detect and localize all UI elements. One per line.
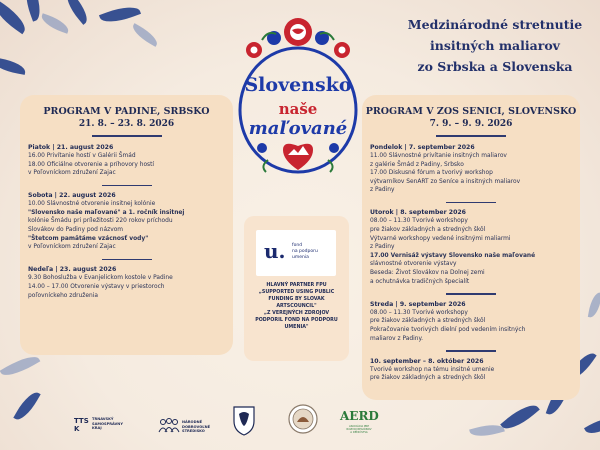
partner-line: HLAVNÝ PARTNER FPU	[266, 283, 327, 288]
aerd-logo	[340, 406, 378, 436]
fpu-logo	[256, 230, 336, 276]
schedule-line: Výtvarné workshopy vedené insitnými maliarmi	[370, 235, 511, 242]
schedule-day	[362, 300, 580, 343]
emblem-line-3: maľované	[248, 118, 348, 139]
day-title: Utorok | 8. september 2026	[370, 209, 466, 217]
schedule-line: 08.00 – 11.30 Tvorivé workshopy	[370, 309, 468, 316]
schedule-line: Beseda: Život Slovákov na Dolnej zemi	[370, 270, 485, 277]
panel-dates: 21. 8. – 23. 8. 2026	[78, 119, 175, 129]
schedule-day	[362, 208, 580, 286]
emblem-line-2: naše	[278, 100, 318, 118]
fpu-logo-text: umenia	[292, 255, 309, 260]
ttsk-logo-text: TRNAVSKÝ	[92, 417, 114, 421]
schedule-line: v Poľovníckom združení Zajac	[28, 244, 116, 251]
schedule-line: poľovníckeho združenia	[28, 292, 98, 299]
program-padina-panel	[20, 95, 233, 355]
coat-of-arms-icon	[233, 406, 255, 436]
schedule-line: 17.00 Vernisáž výstavy Slovensko naše maľované	[370, 252, 536, 259]
schedule-line: 14.00 – 17.00 Otvorenie výstavy v priestoroch	[28, 283, 165, 290]
fpu-logo-letter: u.	[264, 239, 286, 263]
panel-heading: PROGRAM V PADINE, SRBSKO	[43, 106, 210, 117]
schedule-line: 10.00 Slávnostné otvorenie insitnej kolónie	[28, 201, 156, 208]
schedule-line: 16.00 Privítanie hostí v Galérii Šmád	[28, 153, 136, 159]
schedule-line: v Poľovníckom združení Zajac	[28, 170, 116, 177]
day-title: Piatok | 21. august 2026	[28, 144, 114, 151]
schedule-line: z Padiny	[370, 244, 395, 251]
people-icon	[158, 418, 180, 434]
schedule-line: z Padiny	[370, 187, 395, 194]
partner-line: ARTSCOUNCIL"	[276, 304, 317, 309]
schedule-line: 17.00 Diskusné fórum a tvorivý workshop	[370, 170, 493, 177]
folk-ornament-icon	[228, 10, 368, 185]
partner-line: „SUPPORTED USING PUBLIC	[258, 290, 335, 295]
day-title: Streda | 9. september 2026	[370, 300, 466, 308]
schedule-line: pre žiakov základných a stredných škôl	[370, 318, 486, 325]
schedule-line: Slovákov do Padiny pod názvom	[28, 227, 124, 234]
program-senica-panel	[362, 95, 580, 400]
schedule-line: Tvorivé workshop na tému insitné umenie	[370, 366, 495, 373]
schedule-line: "Slovensko naše maľované" a 1. ročník insitnej	[28, 209, 185, 216]
divider	[436, 135, 506, 137]
partner-line: UMENIA"	[284, 325, 309, 330]
aerd-logo-subtext: ROZVOJ REGIÓNOV	[346, 428, 372, 432]
day-title: Sobota | 22. august 2026	[28, 192, 116, 200]
day-title: 10. september – 8. október 2026	[370, 357, 484, 365]
schedule-line: a ochutnávka tradičných špecialít	[370, 278, 470, 285]
partner-line: FUNDING BY SLOVAK	[268, 297, 325, 302]
emblem-line-1: Slovensko	[244, 74, 352, 96]
divider	[446, 202, 496, 204]
day-title: Pondelok | 7. september 2026	[370, 144, 475, 151]
schedule-day	[20, 265, 233, 300]
panel-dates: 7. 9. – 9. 9. 2026	[429, 119, 513, 129]
schedule-line: maliarov z Padiny.	[370, 335, 423, 342]
divider	[446, 350, 496, 352]
aerd-logo-subtext: ASOCIÁCIA PRE	[349, 425, 369, 428]
ttsk-logo-mark: TTSK	[74, 417, 89, 433]
schedule-line: pre žiakov základných a stredných škôl	[370, 227, 486, 234]
partner-statement	[248, 282, 345, 331]
divider	[92, 135, 162, 137]
schedule-line: "Štetcom pamätáme vzácnosť vody"	[28, 235, 149, 242]
day-title: Nedeľa | 23. august 2026	[28, 266, 117, 274]
folk-emblem	[228, 10, 368, 185]
partner-line: „Z VEREJNÝCH ZDROJOV	[263, 311, 330, 316]
divider	[102, 259, 152, 261]
divider	[446, 293, 496, 295]
schedule-line: Pokračovanie tvorivých dielní pod vedením insitných	[370, 326, 526, 333]
aerd-logo-subtext: A DEDIČSTVA	[350, 431, 368, 435]
ndsz-logo	[158, 418, 214, 434]
schedule-day	[362, 143, 580, 195]
aerd-logo-text: AERD	[340, 409, 379, 423]
schedule-line: 11.00 Slávnostné privítanie insitných maliarov	[370, 153, 507, 159]
page-title	[400, 14, 590, 77]
panel-heading: PROGRAM V ZOS SENICI, SLOVENSKO	[365, 106, 577, 117]
ttsk-logo-text: KRAJ	[92, 426, 102, 430]
divider	[102, 185, 152, 187]
title-line-2: insitných maliarov	[430, 38, 560, 53]
schedule-day	[20, 143, 233, 178]
schedule-line: slávnostné otvorenie výstavy	[370, 261, 457, 268]
ttsk-logo-text: SAMOSPRÁVNY	[92, 421, 123, 426]
schedule-line: pre žiakov základných a stredných škôl	[370, 375, 486, 382]
round-badge-icon	[288, 404, 318, 434]
schedule-line: 18.00 Oficiálne otvorenie a príhovory hostí	[28, 161, 155, 168]
partner-line: PODPORIL FOND NA PODPORU	[255, 318, 338, 323]
schedule-day	[362, 357, 580, 383]
ndsz-logo-text: STREDISKO	[182, 429, 205, 433]
schedule-day	[20, 191, 233, 252]
fpu-logo-text: na podporu	[292, 249, 318, 254]
schedule-line: 08.00 – 11.30 Tvorivé workshopy	[370, 218, 468, 225]
schedule-line: 9.30 Bohoslužba v Evanjelickom kostole v Padine	[28, 275, 173, 282]
partner-panel	[244, 216, 349, 361]
schedule-line: z galérie Šmád z Padiny, Srbsko	[370, 161, 464, 168]
schedule-line: výtvarníkov SenART zo Seníce a insitných maliarov	[370, 178, 521, 185]
title-line-3: zo Srbska a Slovenska	[417, 59, 573, 74]
title-line-1: Medzinárodné stretnutie	[407, 17, 583, 32]
ndsz-logo-text: NÁRODNÉ	[182, 420, 203, 424]
schedule-line: kolónie Šmádu pri príležitosti 220 rokov príchodu	[28, 218, 173, 225]
ndsz-logo-text: DOBROVOĽNÉ	[182, 424, 211, 429]
fpu-logo-text: fond	[292, 243, 303, 248]
ttsk-logo	[74, 415, 134, 435]
